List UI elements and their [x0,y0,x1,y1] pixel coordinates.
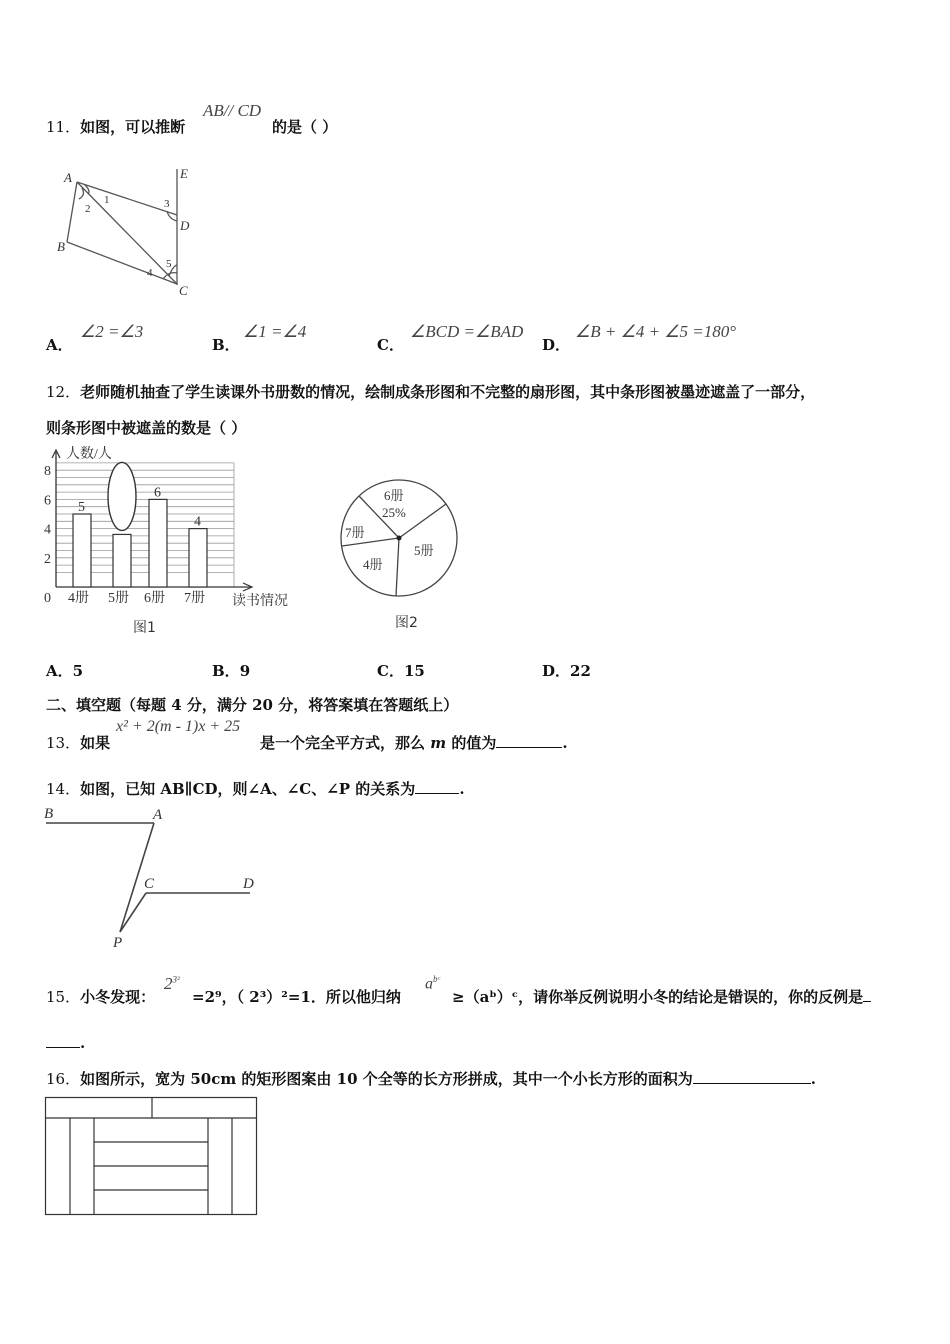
q16-text: 如图所示，宽为 50cm 的矩形图案由 10 个全等的长方形拼成，其中一个小长方形的面积为 [80,1070,693,1088]
bar-value-label: 4 [194,514,201,530]
q12-option-a [46,660,83,681]
q13-stem-after [260,732,568,753]
bar-value-label: 6 [154,485,161,501]
q11-line-ad [77,182,177,215]
q11-arc-2 [79,188,83,199]
q11-option-b-letter: B． [212,336,240,354]
q12-option-a-value: 5 [72,662,84,680]
pie-label-5: 5册 [414,543,434,558]
q12-bar-chart [36,444,311,639]
q12-option-b [212,660,250,681]
q12-stem-line2: 则条形图中被遮盖的数是（ ） [46,419,247,437]
q14-line-pc [120,893,146,932]
bar-category-label: 4册 [68,591,89,606]
q13-text-before: 如果 [80,734,111,752]
bar-ytick-label: 0 [44,591,51,606]
q14-stem [46,778,465,799]
q11-angle-3: 3 [164,198,170,210]
q14-label-d: D [243,876,254,892]
q12-option-c-value: 15 [403,662,425,680]
q15-math-general [425,974,440,993]
q11-line-bc [67,242,177,284]
q12-option-d [542,660,591,681]
q15-text-p2: =2⁹，（ 2³）²=1．所以他归纳 [192,988,401,1006]
q12-option-c-letter: C． [377,662,404,680]
q12-option-d-letter: D． [542,662,571,680]
section2-heading: 二、填空题（每题 4 分，满分 20 分，将答案填在答题纸上） [46,696,459,714]
q14-text: 如图，已知 AB∥CD，则∠A、∠C、∠P 的关系为 [80,780,416,798]
q11-line-ac [77,182,177,284]
q13-stem-before [46,732,110,753]
q16-period: . [810,1070,816,1088]
q14-period: . [459,780,465,798]
q15-period: . [80,1034,86,1052]
q15-answer-blank[interactable] [46,1047,80,1048]
q13-text-after2: 的值为 [451,734,497,752]
q11-option-c-letter: C． [377,336,404,354]
q13-number: 13． [46,734,81,752]
q15-number: 15． [46,988,81,1006]
q14-label-p: P [113,935,123,951]
q13-math-expression: x² + 2(m - 1)x + 25 [116,718,241,735]
q12-option-b-letter: B． [212,662,240,680]
q16-stem [46,1068,816,1089]
q11-label-c: C [179,283,188,298]
q11-text-after: 的是（ ） [272,118,338,136]
pie-label-7: 7册 [345,525,365,540]
pie-label-4: 4册 [363,557,383,572]
pie-label-6: 6册 [384,488,404,503]
q12-option-a-letter: A． [46,662,73,680]
bar-category-label: 7册 [184,591,205,606]
q15-math-base: 2 [164,974,173,993]
bar-y-axis-label: 人数/人 [66,447,112,462]
bar-category-label: 5册 [108,591,129,606]
q11-label-a: A [64,170,72,185]
q13-text-after: 是一个完全平方式，那么 [260,734,426,752]
pie-chart-title: 图2 [395,615,418,631]
q13-answer-blank[interactable] [496,747,562,748]
q11-angle-2: 2 [85,203,91,215]
q11-option-a-math: ∠2 =∠3 [80,322,144,341]
q14-answer-blank[interactable] [415,793,459,794]
bar-ytick-label: 2 [44,551,51,567]
bar-4册 [73,514,91,587]
pie-center-dot [397,536,402,541]
bar-chart-marks [73,462,207,587]
q16-answer-blank[interactable] [693,1083,811,1084]
pie-annotation-25pct: 25% [382,505,406,520]
q12-number: 12． [46,383,81,401]
bar-6册 [149,499,167,587]
q11-label-d: D [180,218,190,233]
q15-math-bc: bᶜ [433,974,440,984]
q14-label-c: C [144,876,155,892]
q11-line-ab [67,182,77,242]
pie-divider-6-5 [399,504,446,538]
q11-option-a-letter: A． [46,336,73,354]
q12-option-d-value: 22 [570,662,591,680]
q11-angle-4: 4 [147,267,153,279]
q15-text-p3: ≥（aᵇ）ᶜ，请你举反例说明小冬的结论是错误的，你的反例是 [452,988,864,1006]
q11-figure [55,155,205,300]
q15-text-p1: 小冬发现： [80,988,156,1006]
q15-line2 [46,1034,85,1052]
q11-option-d-math: ∠B + ∠4 + ∠5 =180° [575,322,737,341]
q11-label-e: E [180,166,188,181]
q16-outer-rect [46,1098,257,1215]
q11-option-b-math: ∠1 =∠4 [243,322,307,341]
q11-text-before: 如图，可以推断 [80,118,186,136]
bar-category-label: 6册 [144,591,165,606]
q14-figure [40,802,270,954]
q15-math-a: a [425,975,433,993]
bar-value-label: 5 [78,500,85,515]
q11-angle-1: 1 [104,194,110,206]
q11-option-d-letter: D． [542,336,571,354]
q16-figure [44,1096,260,1218]
q15-text-p3-line [452,986,871,1007]
q12-option-b-value: 9 [239,662,251,680]
q12-option-c [377,660,425,681]
q12-text-line1: 老师随机抽查了学生读课外书册数的情况，绘制成条形图和不完整的扇形图，其中条形图被墨迹遮盖了一部分， [80,383,816,401]
q15-math-power [164,974,180,994]
q14-label-a: A [153,807,163,823]
bar-chart-title: 图1 [133,620,156,636]
q14-label-b: B [44,806,54,822]
ink-blot [108,462,136,530]
q15-math-exponent: 3² [172,974,180,985]
q11-number: 11． [46,118,81,136]
q15-stem-start [46,986,155,1007]
bar-x-axis-label: 读书情况 [232,594,288,609]
bar-7册 [189,529,207,587]
bar-ytick-label: 4 [44,522,51,538]
bar-ytick-label: 6 [44,493,51,509]
q11-option-c-math: ∠BCD =∠BAD [410,322,524,341]
q11-stem [46,116,185,137]
q14-number: 14． [46,780,81,798]
q13-variable-m: m [430,734,447,752]
q12-pie-chart [335,475,465,605]
q13-period: . [562,734,568,752]
bar-5册-covered [113,534,131,587]
q16-number: 16． [46,1070,81,1088]
bar-ytick-label: 8 [44,464,51,480]
q11-math-ab-cd: AB// CD [203,101,262,120]
pie-divider-5-4 [396,538,399,596]
q15-answer-blank-start[interactable] [863,1001,871,1002]
q11-angle-5: 5 [166,258,172,270]
q12-stem-line1 [46,381,815,402]
q11-label-b: B [57,239,65,254]
